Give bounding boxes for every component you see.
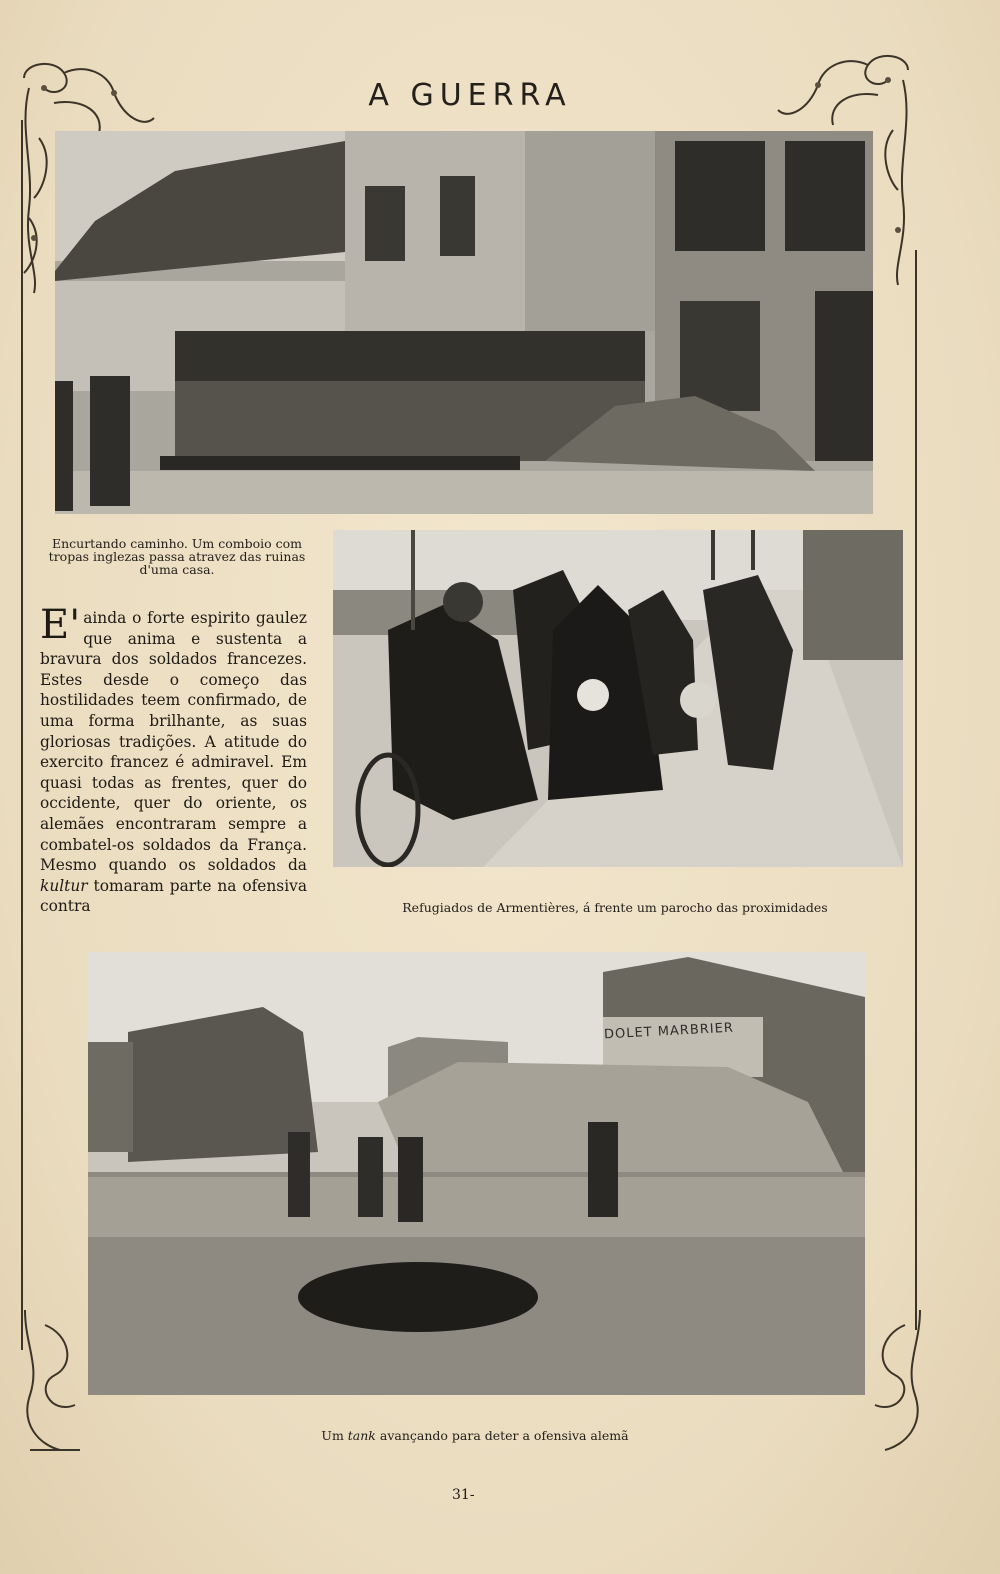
article-text-before: ainda o forte espirito gaulez que anima e sustenta a bravura dos soldados francezes. Estes desde o começo das hostilidades teem confirmado, de uma forma brilhante, as suas gloriosas tradições. A atitude do exercito francez é admiravel. Em quasi todas as frentes, quer do occidente, quer do oriente, os alemães encontraram sempre a combatel-os soldados da França. Mesmo quando os soldados da [40, 609, 307, 875]
tank-sign-text: DOLET MARBRIER [603, 1020, 735, 1043]
tank-caption-before: Um [321, 1428, 348, 1443]
refugees-photo [333, 530, 903, 867]
tank-caption-emph: tank [347, 1428, 376, 1443]
bottom-left-ornament-icon [20, 1305, 90, 1455]
article-text-after: tomaram parte na ofensiva contra [40, 876, 307, 916]
dropcap: E' [40, 602, 81, 648]
page-title: A GUERRA [368, 78, 572, 114]
bottom-right-ornament-icon [870, 1305, 930, 1455]
page-number: 31- [452, 1487, 475, 1503]
refugees-caption: Refugiados de Armentières, á frente um parocho das proximidades [402, 900, 828, 915]
tank-photo [88, 952, 865, 1395]
troop-train-photo [55, 131, 873, 514]
left-frame-line [21, 120, 23, 1350]
article-text-emph: kultur [40, 876, 88, 895]
right-frame-line [915, 250, 917, 1330]
article-body [40, 602, 307, 917]
tank-caption [250, 1428, 700, 1443]
tank-caption-after: avançando para deter a ofensiva alemã [375, 1428, 629, 1443]
troop-train-caption: Encurtando caminho. Um comboio com tropas inglezas passa atravez das ruinas d'uma casa. [48, 536, 306, 577]
